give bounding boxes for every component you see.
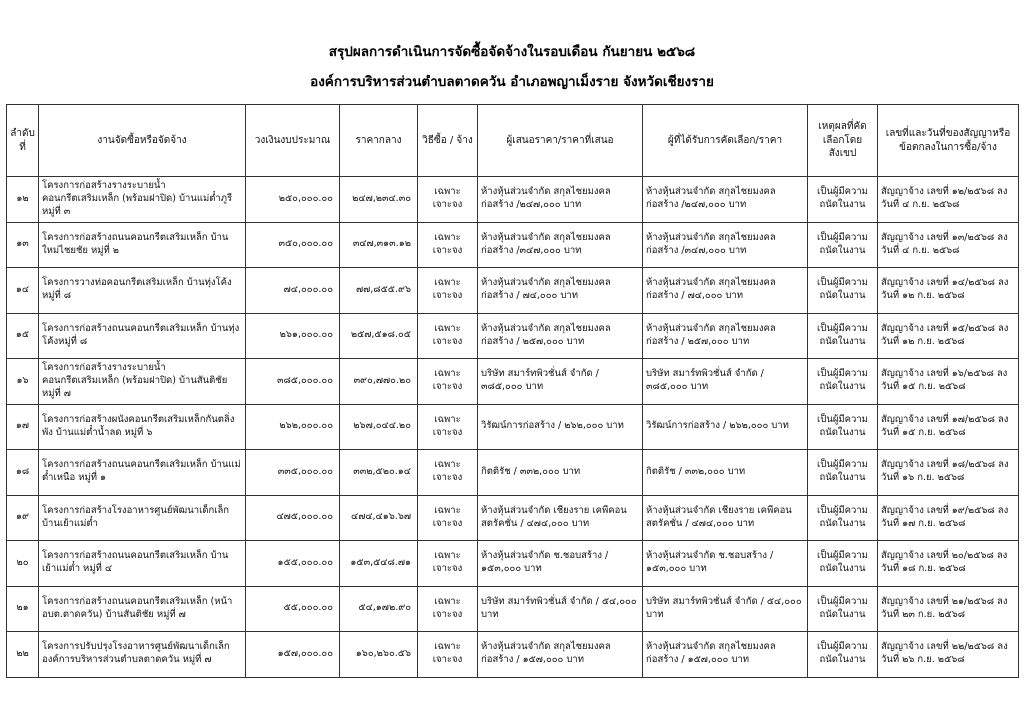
table-row [7, 268, 1019, 314]
cell-budget: ๑๕๕,๐๐๐.๐๐ [246, 541, 340, 587]
cell-reason: เป็นผู้มีความถนัดในงาน [808, 359, 878, 405]
header-budget: วงเงินงบประมาณ [246, 105, 340, 177]
cell-method: เฉพาะเจาะจง [418, 313, 478, 359]
cell-reason: เป็นผู้มีความถนัดในงาน [808, 586, 878, 632]
cell-bidder: กิตติรัช / ๓๓๒,๐๐๐ บาท [478, 450, 643, 496]
cell-reason: เป็นผู้มีความถนัดในงาน [808, 222, 878, 268]
cell-median-price: ๓๓๒,๕๒๐.๑๔ [340, 450, 418, 496]
cell-project: โครงการก่อสร้างถนนคอนกรีตเสริมเหล็ก (หน้า อบต.ตาดควัน) บ้านสันติชัย หมู่ที่ ๗ [39, 586, 246, 632]
cell-project: โครงการก่อสร้างโรงอาหารศูนย์พัฒนาเด็กเล็กบ้านเย้าแม่ต๋ำ [39, 495, 246, 541]
cell-project: โครงการก่อสร้างถนนคอนกรีตเสริมเหล็ก บ้านใหม่ไชยชัย หมู่ที่ ๒ [39, 222, 246, 268]
cell-budget: ๓๓๕,๐๐๐.๐๐ [246, 450, 340, 496]
cell-project: โครงการก่อสร้างผนังคอนกรีตเสริมเหล็กกันตลิ่งพัง บ้านแม่ต๋ำน้ำลด หมู่ที่ ๖ [39, 404, 246, 450]
cell-bidder: ห้างหุ้นส่วนจำกัด สกุลไชยมงคลก่อสร้าง /๒๔๗,๐๐๐ บาท [478, 177, 643, 223]
cell-no: ๑๔ [7, 268, 39, 314]
cell-budget: ๒๕๐,๐๐๐.๐๐ [246, 177, 340, 223]
header-winner: ผู้ที่ได้รับการคัดเลือก/ราคา [643, 105, 808, 177]
table-row [7, 586, 1019, 632]
cell-median-price: ๒๕๗,๕๑๘.๐๕ [340, 313, 418, 359]
cell-method: เฉพาะเจาะจง [418, 632, 478, 678]
cell-winner: บริษัท สมาร์ทพิวชั่นส์ จำกัด / ๓๘๕,๐๐๐ บาท [643, 359, 808, 405]
cell-method: เฉพาะเจาะจง [418, 450, 478, 496]
cell-budget: ๓๘๕,๐๐๐.๐๐ [246, 359, 340, 405]
cell-bidder: บริษัท สมาร์ทพิวชั่นส์ จำกัด / ๕๔,๐๐๐ บาท [478, 586, 643, 632]
header-project: งานจัดซื้อหรือจัดจ้าง [39, 105, 246, 177]
header-median-price: ราคากลาง [340, 105, 418, 177]
cell-median-price: ๓๔๗,๓๑๓.๑๒ [340, 222, 418, 268]
cell-no: ๑๓ [7, 222, 39, 268]
cell-winner: ห้างหุ้นส่วนจำกัด สกุลไชยมงคลก่อสร้าง /๒๔๗,๐๐๐ บาท [643, 177, 808, 223]
cell-no: ๑๗ [7, 404, 39, 450]
cell-reason: เป็นผู้มีความถนัดในงาน [808, 268, 878, 314]
cell-contract: สัญญาจ้าง เลขที่ ๑๖/๒๕๖๘ ลงวันที่ ๑๕ ก.ย. ๒๕๖๘ [878, 359, 1019, 405]
table-row [7, 359, 1019, 405]
table-row [7, 222, 1019, 268]
cell-budget: ๑๕๗,๐๐๐.๐๐ [246, 632, 340, 678]
cell-method: เฉพาะเจาะจง [418, 541, 478, 587]
cell-budget: ๓๕๐,๐๐๐.๐๐ [246, 222, 340, 268]
cell-contract: สัญญาจ้าง เลขที่ ๒๐/๒๕๖๘ ลงวันที่ ๑๘ ก.ย. ๒๕๖๘ [878, 541, 1019, 587]
cell-reason: เป็นผู้มีความถนัดในงาน [808, 450, 878, 496]
cell-bidder: ห้างหุ้นส่วนจำกัด สกุลไชยมงคลก่อสร้าง /๓๔๗,๐๐๐ บาท [478, 222, 643, 268]
cell-winner: ห้างหุ้นส่วนจำกัด สกุลไชยมงคลก่อสร้าง / ๑๕๗,๐๐๐ บาท [643, 632, 808, 678]
header-contract: เลขที่และวันที่ของสัญญาหรือข้อตกลงในการซื้อ/จ้าง [878, 105, 1019, 177]
table-row [7, 632, 1019, 678]
cell-bidder: ห้างหุ้นส่วนจำกัด สกุลไชยมงคลก่อสร้าง / ๗๔,๐๐๐ บาท [478, 268, 643, 314]
cell-no: ๒๑ [7, 586, 39, 632]
cell-reason: เป็นผู้มีความถนัดในงาน [808, 177, 878, 223]
cell-project: โครงการก่อสร้างรางระบายน้ำคอนกรีตเสริมเหล็ก (พร้อมฝาปิด) บ้านสันติชัย หมู่ที่ ๗ [39, 359, 246, 405]
cell-method: เฉพาะเจาะจง [418, 359, 478, 405]
cell-contract: สัญญาจ้าง เลขที่ ๒๑/๒๕๖๘ ลงวันที่ ๒๓ ก.ย. ๒๕๖๘ [878, 586, 1019, 632]
header-no: ลำดับที่ [7, 105, 39, 177]
cell-budget: ๒๖๑,๐๐๐.๐๐ [246, 313, 340, 359]
cell-winner: ห้างหุ้นส่วนจำกัด สกุลไชยมงคลก่อสร้าง /๓๔๗,๐๐๐ บาท [643, 222, 808, 268]
table-row [7, 404, 1019, 450]
cell-median-price: ๑๕๓,๕๔๘.๗๑ [340, 541, 418, 587]
table-row [7, 541, 1019, 587]
cell-winner: กิตติรัช / ๓๓๒,๐๐๐ บาท [643, 450, 808, 496]
cell-method: เฉพาะเจาะจง [418, 222, 478, 268]
cell-budget: ๔๗๕,๐๐๐.๐๐ [246, 495, 340, 541]
cell-reason: เป็นผู้มีความถนัดในงาน [808, 632, 878, 678]
cell-budget: ๕๕,๐๐๐.๐๐ [246, 586, 340, 632]
cell-bidder: บริษัท สมาร์ทพิวชั่นส์ จำกัด / ๓๘๕,๐๐๐ บาท [478, 359, 643, 405]
cell-project: โครงการก่อสร้างถนนคอนกรีตเสริมเหล็ก บ้านทุ่งโค้งหมู่ที่ ๘ [39, 313, 246, 359]
cell-no: ๑๘ [7, 450, 39, 496]
cell-contract: สัญญาจ้าง เลขที่ ๑๘/๒๕๖๘ ลงวันที่ ๑๖ ก.ย. ๒๕๖๘ [878, 450, 1019, 496]
cell-reason: เป็นผู้มีความถนัดในงาน [808, 404, 878, 450]
header-method: วิธีซื้อ / จ้าง [418, 105, 478, 177]
cell-budget: ๒๖๒,๐๐๐.๐๐ [246, 404, 340, 450]
cell-winner: ห้างหุ้นส่วนจำกัด สกุลไชยมงคลก่อสร้าง / ๒๕๗,๐๐๐ บาท [643, 313, 808, 359]
document-title: สรุปผลการดำเนินการจัดซื้อจัดจ้างในรอบเดือน กันยายน ๒๕๖๘ [328, 44, 696, 60]
cell-no: ๑๕ [7, 313, 39, 359]
cell-contract: สัญญาจ้าง เลขที่ ๒๒/๒๕๖๘ ลงวันที่ ๒๖ ก.ย. ๒๕๖๘ [878, 632, 1019, 678]
table-row [7, 177, 1019, 223]
cell-bidder: ห้างหุ้นส่วนจำกัด ช.ชอบสร้าง / ๑๕๓,๐๐๐ บาท [478, 541, 643, 587]
table-row [7, 495, 1019, 541]
cell-bidder: ห้างหุ้นส่วนจำกัด สกุลไชยมงคลก่อสร้าง / ๒๕๗,๐๐๐ บาท [478, 313, 643, 359]
cell-median-price: ๕๔,๑๗๒.๙๐ [340, 586, 418, 632]
cell-project: โครงการก่อสร้างถนนคอนกรีตเสริมเหล็ก บ้านแม่ต๋ำเหนือ หมู่ที่ ๑ [39, 450, 246, 496]
cell-method: เฉพาะเจาะจง [418, 177, 478, 223]
procurement-table [6, 104, 1019, 678]
cell-project: โครงการวางท่อคอนกรีตเสริมเหล็ก บ้านทุ่งโค้ง หมู่ที่ ๘ [39, 268, 246, 314]
cell-no: ๑๖ [7, 359, 39, 405]
cell-median-price: ๓๙๐,๗๗๐.๒๐ [340, 359, 418, 405]
cell-winner: ห้างหุ้นส่วนจำกัด เชียงราย เคพีคอนสตรัคชั่น / ๔๗๔,๐๐๐ บาท [643, 495, 808, 541]
cell-method: เฉพาะเจาะจง [418, 268, 478, 314]
header-reason: เหตุผลที่คัดเลือกโดยสังเขป [808, 105, 878, 177]
table-header-row [7, 105, 1019, 177]
cell-contract: สัญญาจ้าง เลขที่ ๑๗/๒๕๖๘ ลงวันที่ ๑๕ ก.ย. ๒๕๖๘ [878, 404, 1019, 450]
cell-median-price: ๒๖๗,๐๔๔.๒๐ [340, 404, 418, 450]
table-row [7, 313, 1019, 359]
cell-bidder: ห้างหุ้นส่วนจำกัด สกุลไชยมงคลก่อสร้าง / ๑๕๗,๐๐๐ บาท [478, 632, 643, 678]
cell-no: ๑๙ [7, 495, 39, 541]
cell-project: โครงการก่อสร้างรางระบายน้ำคอนกรีตเสริมเหล็ก (พร้อมฝาปิด) บ้านแม่ต๋ำภูรี หมู่ที่ ๓ [39, 177, 246, 223]
cell-median-price: ๒๔๗,๒๓๔.๓๐ [340, 177, 418, 223]
cell-contract: สัญญาจ้าง เลขที่ ๑๔/๒๕๖๘ ลงวันที่ ๑๒ ก.ย. ๒๕๖๘ [878, 268, 1019, 314]
cell-no: ๒๒ [7, 632, 39, 678]
cell-median-price: ๑๖๐,๒๖๐.๕๖ [340, 632, 418, 678]
cell-contract: สัญญาจ้าง เลขที่ ๑๒/๒๕๖๘ ลงวันที่ ๔ ก.ย. ๒๕๖๘ [878, 177, 1019, 223]
cell-bidder: วิรัฒน์การก่อสร้าง / ๒๖๒,๐๐๐ บาท [478, 404, 643, 450]
cell-contract: สัญญาจ้าง เลขที่ ๑๕/๒๕๖๘ ลงวันที่ ๑๒ ก.ย. ๒๕๖๘ [878, 313, 1019, 359]
cell-budget: ๗๔,๐๐๐.๐๐ [246, 268, 340, 314]
cell-winner: ห้างหุ้นส่วนจำกัด ช.ชอบสร้าง / ๑๕๓,๐๐๐ บาท [643, 541, 808, 587]
header-bidders: ผู้เสนอราคา/ราคาที่เสนอ [478, 105, 643, 177]
cell-median-price: ๔๗๔,๔๑๖.๖๗ [340, 495, 418, 541]
cell-winner: ห้างหุ้นส่วนจำกัด สกุลไชยมงคลก่อสร้าง / ๗๔,๐๐๐ บาท [643, 268, 808, 314]
cell-method: เฉพาะเจาะจง [418, 495, 478, 541]
cell-winner: วิรัฒน์การก่อสร้าง / ๒๖๒,๐๐๐ บาท [643, 404, 808, 450]
cell-reason: เป็นผู้มีความถนัดในงาน [808, 541, 878, 587]
cell-bidder: ห้างหุ้นส่วนจำกัด เชียงราย เคพีคอนสตรัคชั่น / ๔๗๔,๐๐๐ บาท [478, 495, 643, 541]
cell-contract: สัญญาจ้าง เลขที่ ๑๙/๒๕๖๘ ลงวันที่ ๑๗ ก.ย. ๒๕๖๘ [878, 495, 1019, 541]
cell-reason: เป็นผู้มีความถนัดในงาน [808, 313, 878, 359]
cell-project: โครงการปรับปรุงโรงอาหารศูนย์พัฒนาเด็กเล็ก องค์การบริหารส่วนตำบลตาดควัน หมู่ที่ ๗ [39, 632, 246, 678]
cell-winner: บริษัท สมาร์ทพิวชั่นส์ จำกัด / ๕๔,๐๐๐ บาท [643, 586, 808, 632]
cell-reason: เป็นผู้มีความถนัดในงาน [808, 495, 878, 541]
cell-no: ๒๐ [7, 541, 39, 587]
cell-median-price: ๗๗,๘๕๕.๙๖ [340, 268, 418, 314]
cell-method: เฉพาะเจาะจง [418, 586, 478, 632]
cell-method: เฉพาะเจาะจง [418, 404, 478, 450]
cell-project: โครงการก่อสร้างถนนคอนกรีตเสริมเหล็ก บ้านเย้าแม่ต๋ำ หมู่ที่ ๔ [39, 541, 246, 587]
cell-contract: สัญญาจ้าง เลขที่ ๑๓/๒๕๖๘ ลงวันที่ ๔ ก.ย. ๒๕๖๘ [878, 222, 1019, 268]
cell-no: ๑๒ [7, 177, 39, 223]
table-row [7, 450, 1019, 496]
document-subtitle: องค์การบริหารส่วนตำบลตาดควัน อำเภอพญาเม็งราย จังหวัดเชียงราย [310, 74, 714, 90]
